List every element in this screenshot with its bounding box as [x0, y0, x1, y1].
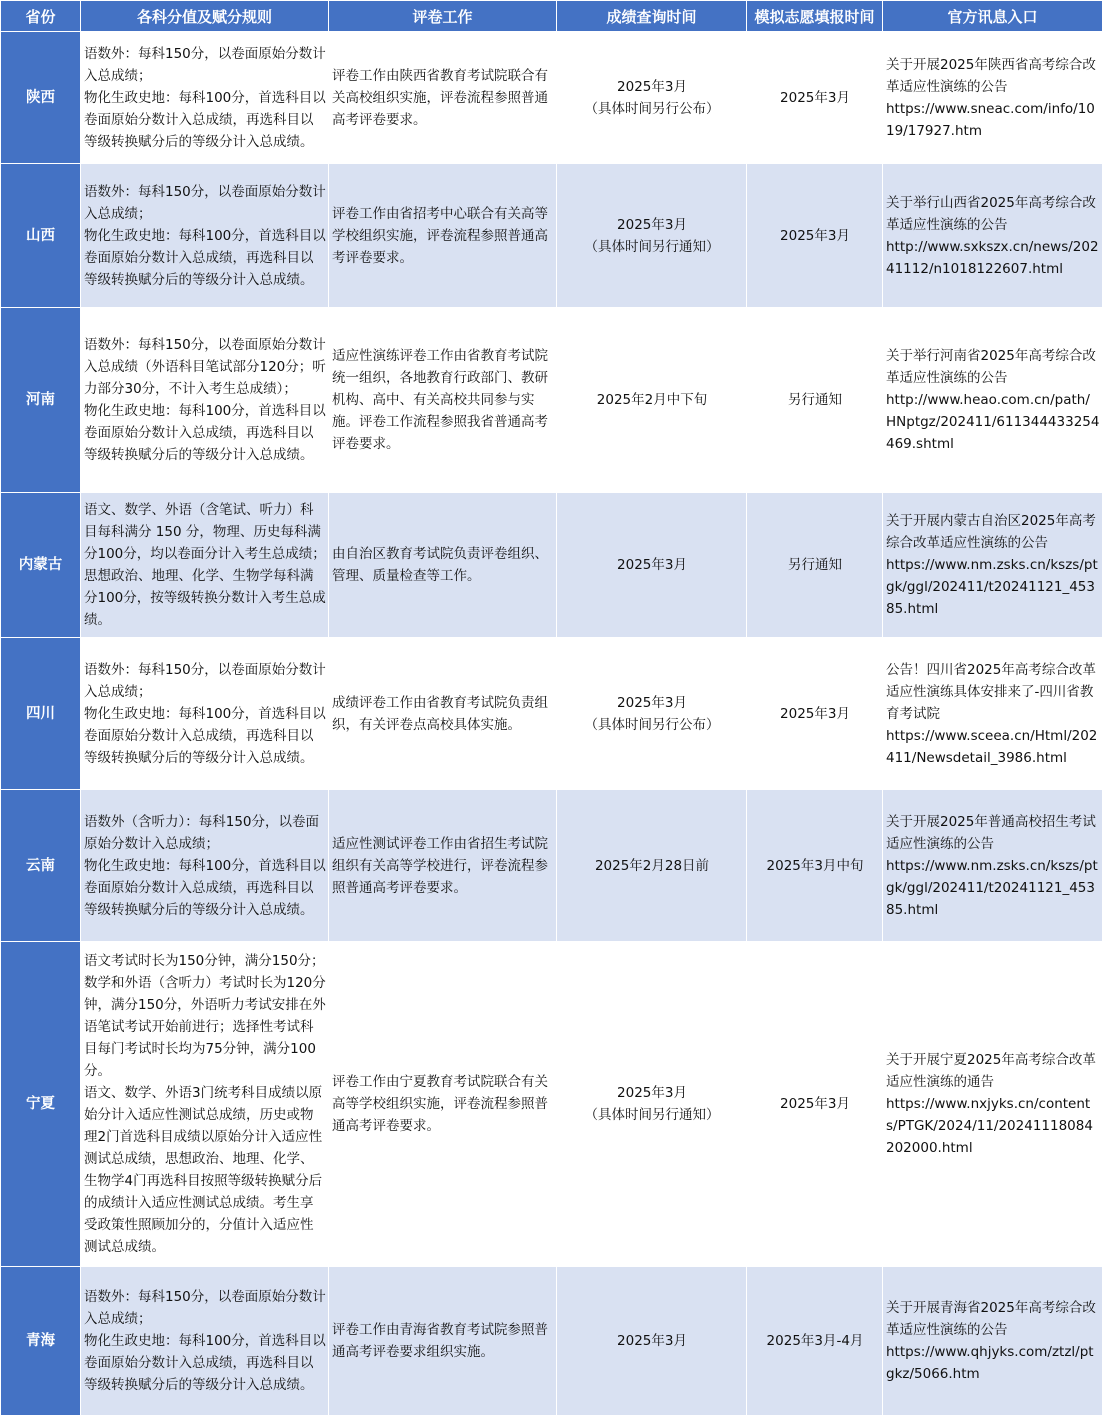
portal-cell[interactable]: 关于开展内蒙古自治区2025年高考综合改革适应性演练的公告 https://www.nm.zsks.cn/kszs/ptgk/ggl/202411/t20241121_45385.html — [883, 493, 1102, 638]
mock-fill-cell: 2025年3月中旬 — [747, 790, 883, 942]
table-row — [1, 308, 1102, 493]
portal-cell[interactable]: 关于开展2025年普通高校招生考试适应性演练的公告 https://www.nm.zsks.cn/kszs/ptgk/ggl/202411/t20241121_45385.html — [883, 790, 1102, 942]
province-cell: 云南 — [1, 790, 81, 942]
header-grading: 评卷工作 — [329, 1, 557, 32]
mock-fill-cell: 2025年3月 — [747, 638, 883, 790]
header-row — [1, 1, 1102, 32]
header-rules: 各科分值及赋分规则 — [81, 1, 329, 32]
score-query-cell: 2025年3月 （具体时间另行公布） — [557, 638, 747, 790]
rules-cell: 语数外：每科150分，以卷面原始分数计入总成绩； 物化生政史地：每科100分，首选科目以卷面原始分数计入总成绩，再选科目以等级转换赋分后的等级分计入总成绩。 — [81, 164, 329, 308]
mock-fill-cell: 2025年3月 — [747, 164, 883, 308]
score-query-cell: 2025年2月中下旬 — [557, 308, 747, 493]
portal-cell[interactable]: 关于开展青海省2025年高考综合改革适应性演练的公告 https://www.qhjyks.com/ztzl/ptgkz/5066.htm — [883, 1267, 1102, 1416]
rules-cell: 语数外：每科150分，以卷面原始分数计入总成绩； 物化生政史地：每科100分，首选科目以卷面原始分数计入总成绩，再选科目以等级转换赋分后的等级分计入总成绩。 — [81, 32, 329, 164]
grading-cell: 评卷工作由青海省教育考试院参照普通高考评卷要求组织实施。 — [329, 1267, 557, 1416]
grading-cell: 成绩评卷工作由省教育考试院负责组织，有关评卷点高校具体实施。 — [329, 638, 557, 790]
table-row — [1, 790, 1102, 942]
grading-cell: 评卷工作由陕西省教育考试院联合有关高校组织实施，评卷流程参照普通高考评卷要求。 — [329, 32, 557, 164]
score-query-cell: 2025年3月 （具体时间另行通知） — [557, 164, 747, 308]
score-query-cell: 2025年3月 （具体时间另行通知） — [557, 942, 747, 1267]
header-score-query: 成绩查询时间 — [557, 1, 747, 32]
table-row — [1, 493, 1102, 638]
rules-cell: 语数外：每科150分，以卷面原始分数计入总成绩（外语科目笔试部分120分；听力部分30分，不计入考生总成绩）； 物化生政史地：每科100分，首选科目以卷面原始分数计入总成绩，再选科目以等级转换赋分后的等级分计入总成绩。 — [81, 308, 329, 493]
rules-cell: 语文、数学、外语（含笔试、听力）科目每科满分 150 分，物理、历史每科满分100分，均以卷面分计入考生总成绩；思想政治、地理、化学、生物学每科满分100分，按等级转换分数计入考生总成绩。 — [81, 493, 329, 638]
province-cell: 青海 — [1, 1267, 81, 1416]
table-row — [1, 942, 1102, 1267]
grading-cell: 评卷工作由宁夏教育考试院联合有关高等学校组织实施，评卷流程参照普通高考评卷要求。 — [329, 942, 557, 1267]
grading-cell: 适应性演练评卷工作由省教育考试院统一组织，各地教育行政部门、教研机构、高中、有关高校共同参与实施。评卷工作流程参照我省普通高考评卷要求。 — [329, 308, 557, 493]
mock-fill-cell: 2025年3月-4月 — [747, 1267, 883, 1416]
portal-cell[interactable]: 关于开展2025年陕西省高考综合改革适应性演练的公告 https://www.sneac.com/info/1019/17927.htm — [883, 32, 1102, 164]
portal-cell[interactable]: 关于举行河南省2025年高考综合改革适应性演练的公告 http://www.heao.com.cn/path/HNptgz/202411/611344433254469.shtml — [883, 308, 1102, 493]
score-query-cell: 2025年2月28日前 — [557, 790, 747, 942]
province-cell: 宁夏 — [1, 942, 81, 1267]
header-portal: 官方讯息入口 — [883, 1, 1102, 32]
portal-cell[interactable]: 关于举行山西省2025年高考综合改革适应性演练的公告 http://www.sxkszx.cn/news/20241112/n1018122607.html — [883, 164, 1102, 308]
table-row — [1, 638, 1102, 790]
province-cell: 陕西 — [1, 32, 81, 164]
province-cell: 四川 — [1, 638, 81, 790]
province-cell: 河南 — [1, 308, 81, 493]
rules-cell: 语数外（含听力）：每科150分，以卷面原始分数计入总成绩； 物化生政史地：每科100分，首选科目以卷面原始分数计入总成绩，再选科目以等级转换赋分后的等级分计入总成绩。 — [81, 790, 329, 942]
table-row — [1, 1267, 1102, 1416]
mock-fill-cell: 2025年3月 — [747, 32, 883, 164]
mock-fill-cell: 另行通知 — [747, 308, 883, 493]
table-row — [1, 164, 1102, 308]
province-cell: 山西 — [1, 164, 81, 308]
province-cell: 内蒙古 — [1, 493, 81, 638]
score-query-cell: 2025年3月 — [557, 1267, 747, 1416]
grading-cell: 适应性测试评卷工作由省招生考试院组织有关高等学校进行，评卷流程参照普通高考评卷要求。 — [329, 790, 557, 942]
header-province: 省份 — [1, 1, 81, 32]
rules-cell: 语数外：每科150分，以卷面原始分数计入总成绩； 物化生政史地：每科100分，首选科目以卷面原始分数计入总成绩，再选科目以等级转换赋分后的等级分计入总成绩。 — [81, 638, 329, 790]
grading-cell: 评卷工作由省招考中心联合有关高等学校组织实施，评卷流程参照普通高考评卷要求。 — [329, 164, 557, 308]
mock-fill-cell: 另行通知 — [747, 493, 883, 638]
rules-cell: 语数外：每科150分，以卷面原始分数计入总成绩； 物化生政史地：每科100分，首选科目以卷面原始分数计入总成绩，再选科目以等级转换赋分后的等级分计入总成绩。 — [81, 1267, 329, 1416]
score-query-cell: 2025年3月 — [557, 493, 747, 638]
portal-cell[interactable]: 关于开展宁夏2025年高考综合改革适应性演练的通告 https://www.nxjyks.cn/contents/PTGK/2024/11/20241118084202000.html — [883, 942, 1102, 1267]
portal-cell[interactable]: 公告！四川省2025年高考综合改革适应性演练具体安排来了-四川省教育考试院 https://www.sceea.cn/Html/202411/Newsdetail_3986.html — [883, 638, 1102, 790]
score-query-cell: 2025年3月 （具体时间另行公布） — [557, 32, 747, 164]
table-row — [1, 32, 1102, 164]
rules-cell: 语文考试时长为150分钟，满分150分；数学和外语（含听力）考试时长为120分钟，满分150分，外语听力考试安排在外语笔试考试开始前进行；选择性考试科目每门考试时长均为75分钟，满分100分。 语文、数学、外语3门统考科目成绩以原始分计入适应性测试总成绩，历史或物理2门首选科目成绩以原始分计入适应性测试总成绩，思想政治、地理、化学、生物学4门再选科目按照等级转换赋分后的成绩计入适应性测试总成绩。考生享受政策性照顾加分的，分值计入适应性测试总成绩。 — [81, 942, 329, 1267]
grading-cell: 由自治区教育考试院负责评卷组织、管理、质量检查等工作。 — [329, 493, 557, 638]
header-mock-fill: 模拟志愿填报时间 — [747, 1, 883, 32]
mock-fill-cell: 2025年3月 — [747, 942, 883, 1267]
